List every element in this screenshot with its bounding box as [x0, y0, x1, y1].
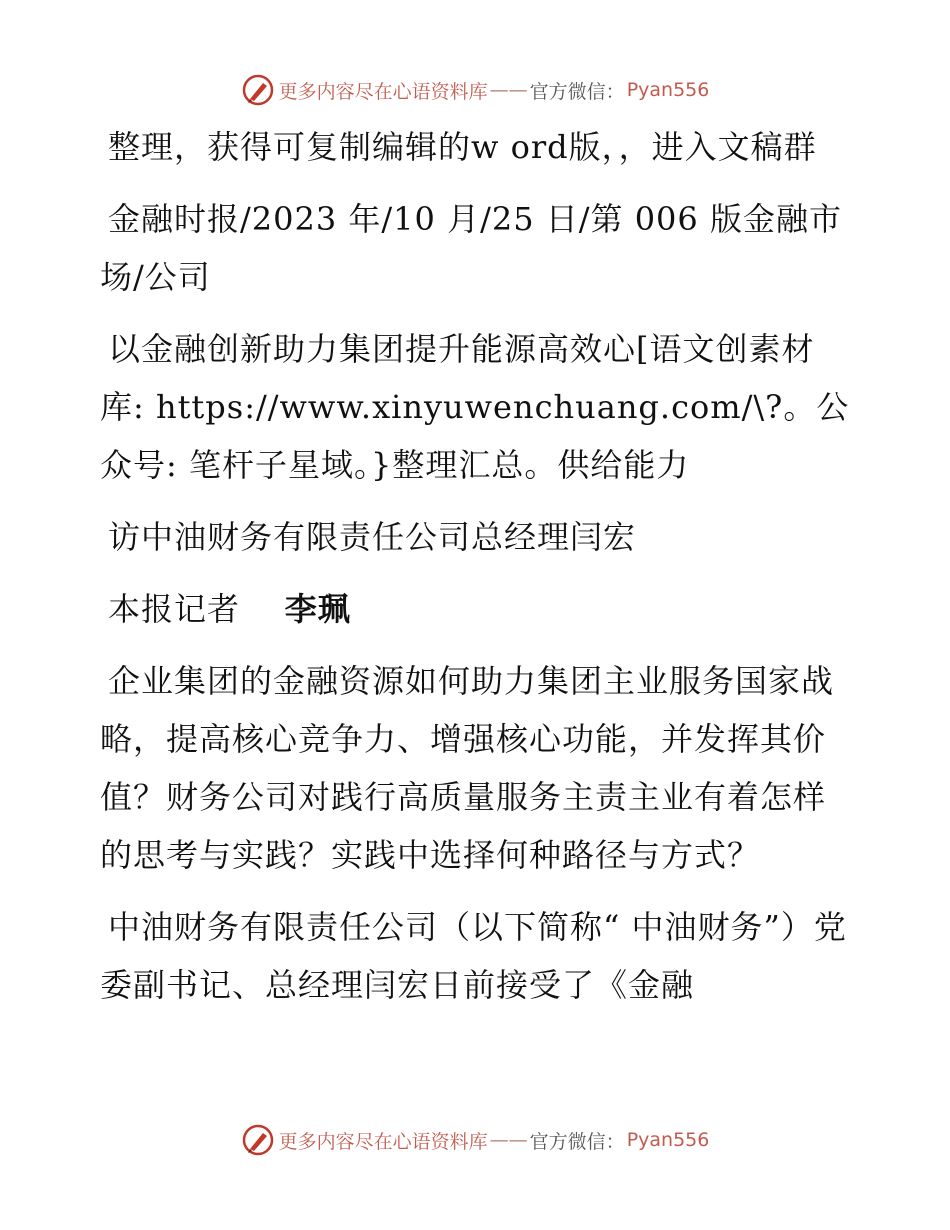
watermark-separator: —— — [489, 1129, 528, 1151]
watermark-text: 更多内容尽在心语资料库 — [278, 1130, 488, 1153]
reporter-line — [100, 580, 850, 638]
intro-note: 整理，获得可复制编辑的w ord版，，进入文稿群 — [108, 128, 817, 166]
wechat-label: 官方微信： — [529, 80, 625, 103]
watermark-separator: —— — [489, 79, 528, 101]
body-paragraph: 中油财务有限责任公司（以下简称“ 中油财务”）党委副书记、总经理闫宏日前接受了《金融 — [100, 908, 847, 1004]
article-title: 以金融创新助力集团提升能源高效心[语文创素材库: https://www.xinyuwenchuang.com/\?。公众号: 笔杆子星域。}整理汇总。供给能力 — [100, 330, 850, 484]
pen-logo-icon — [241, 1123, 275, 1157]
body-paragraph: 企业集团的金融资源如何助力集团主业服务国家战略，提高核心竞争力、增强核心功能，并发挥其价值？财务公司对践行高质量服务主责主业有着怎样的思考与实践？实践中选择何种路径与方式？ — [100, 662, 835, 874]
article-body — [100, 118, 850, 1028]
watermark-banner-top — [0, 70, 950, 110]
watermark-text: 更多内容尽在心语资料库 — [278, 80, 488, 103]
wechat-label: 官方微信： — [529, 1130, 625, 1153]
wechat-id: Pyan556 — [626, 1129, 710, 1151]
wechat-id: Pyan556 — [626, 79, 710, 101]
watermark-banner-bottom — [0, 1120, 950, 1160]
pen-logo-icon — [241, 73, 275, 107]
source-line: 金融时报/2023 年/10 月/25 日/第 006 版金融市场/公司 — [100, 200, 842, 296]
reporter-name: 李珮 — [284, 590, 351, 628]
article-subtitle: 访中油财务有限责任公司总经理闫宏 — [108, 518, 637, 556]
reporter-label: 本报记者 — [108, 590, 241, 628]
